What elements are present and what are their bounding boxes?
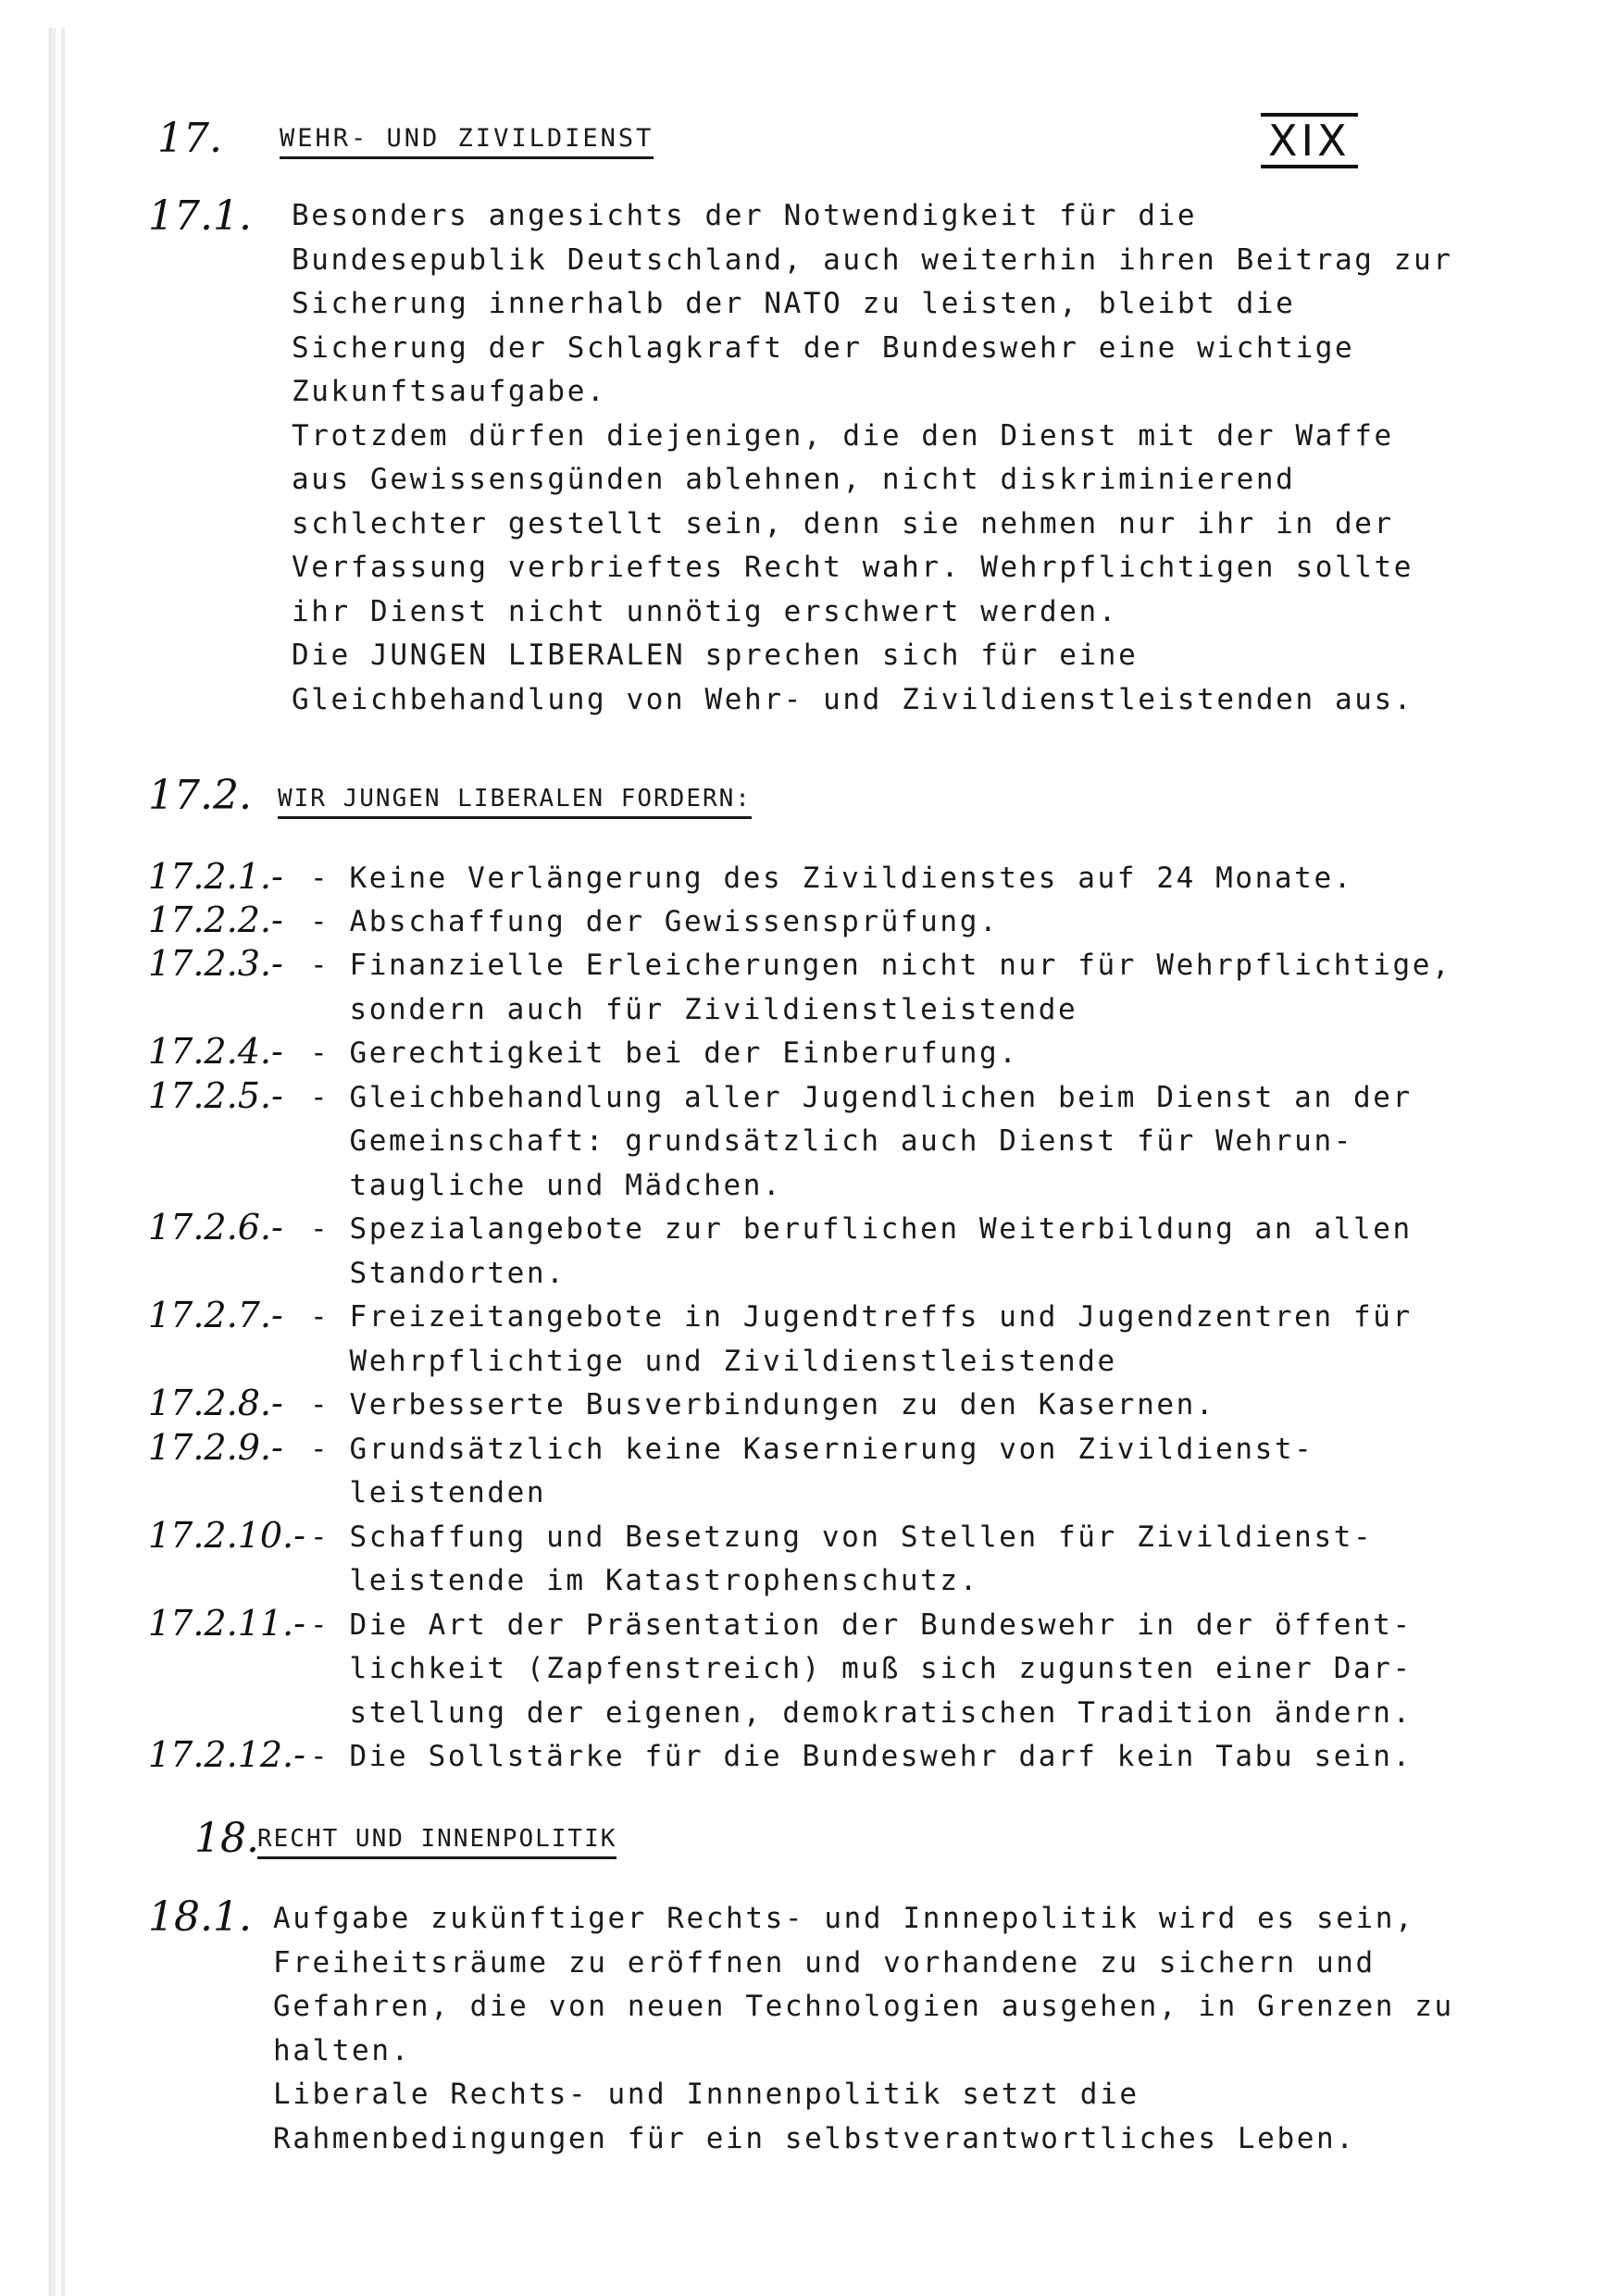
list-item-line: - Finanzielle Erleicherungen nicht nur für Wehrpflichtige, — [310, 949, 1452, 982]
text-line: schlechter gestellt sein, denn sie nehmen nur ihr in der — [292, 507, 1394, 540]
section-17-number: 17. — [157, 115, 222, 162]
list-item-line: Standorten. — [310, 1257, 567, 1290]
list-item-line: - Die Sollstärke für die Bundeswehr darf kein Tabu sein. — [310, 1740, 1413, 1773]
binding-shadow-line — [61, 28, 65, 2296]
text-line: Besonders angesichts der Notwendigkeit für die — [292, 199, 1198, 232]
list-item-line: - Freizeitangebote in Jugendtreffs und Jugendzentren für — [310, 1300, 1413, 1334]
item-number: 17.2.8.- — [148, 1383, 283, 1423]
item-number: 17.2.12.- — [148, 1734, 305, 1775]
text-line: aus Gewissensgünden ablehnen, nicht diskriminierend — [292, 463, 1296, 496]
list-item-line: - Abschaffung der Gewissensprüfung. — [310, 905, 1000, 938]
list-item-line: stellung der eigenen, demokratischen Tradition ändern. — [310, 1696, 1413, 1730]
item-number: 17.2.4.- — [148, 1031, 283, 1072]
paragraph-17-2-title: WIR JUNGEN LIBERALEN FORDERN: — [278, 787, 752, 819]
text-line: Verfassung verbrieftes Recht wahr. Wehrpflichtigen sollte — [292, 551, 1414, 584]
paragraph-17-2-number: 17.2. — [148, 772, 252, 819]
item-number: 17.2.10.- — [148, 1515, 305, 1556]
item-number: 17.2.11.- — [148, 1603, 305, 1644]
item-number: 17.2.6.- — [148, 1207, 283, 1247]
text-line: Die JUNGEN LIBERALEN sprechen sich für eine — [292, 639, 1139, 672]
paragraph-18-1-number: 18.1. — [148, 1893, 252, 1941]
text-line: Liberale Rechts- und Innnenpolitik setzt die — [273, 2078, 1140, 2111]
list-item-line: Gemeinschaft: grundsätzlich auch Dienst für Wehrun- — [310, 1124, 1353, 1158]
text-line: Freiheitsräume zu eröffnen und vorhandene zu sichern und — [273, 1946, 1376, 1980]
item-number: 17.2.5.- — [148, 1075, 283, 1116]
text-line: Bundesepublik Deutschland, auch weiterhin ihren Beitrag zur — [292, 243, 1453, 277]
item-number: 17.2.9.- — [148, 1427, 283, 1468]
list-item-line: taugliche und Mädchen. — [310, 1169, 783, 1202]
item-number: 17.2.2.- — [148, 900, 283, 940]
section-17-title: WEHR- UND ZIVILDIENST — [280, 126, 654, 159]
text-line: Zukunftsaufgabe. — [292, 375, 607, 408]
list-item-line: - Spezialangebote zur beruflichen Weiterbildung an allen — [310, 1212, 1413, 1246]
list-item-line: lichkeit (Zapfenstreich) muß sich zugunsten einer Dar- — [310, 1652, 1413, 1685]
list-item-line: sondern auch für Zivildienstleistende — [310, 993, 1078, 1026]
text-line: ihr Dienst nicht unnötig erschwert werden. — [292, 595, 1119, 628]
list-item-line: - Grundsätzlich keine Kasernierung von Zivildienst- — [310, 1433, 1314, 1466]
text-line: Rahmenbedingungen für ein selbstverantwortliches Leben. — [273, 2122, 1356, 2155]
list-item-line: leistende im Katastrophenschutz. — [310, 1564, 979, 1597]
item-number: 17.2.7.- — [148, 1295, 283, 1335]
page-marker-xix: XIX — [1261, 113, 1358, 168]
section-18-title: RECHT UND INNENPOLITIK — [257, 1827, 616, 1859]
list-item-line: - Schaffung und Besetzung von Stellen für Zivildienst- — [310, 1520, 1374, 1554]
section-18-number: 18. — [194, 1815, 259, 1862]
item-number: 17.2.3.- — [148, 943, 283, 984]
binding-shadow — [48, 28, 56, 2296]
list-item-line: Wehrpflichtige und Zivildienstleistende — [310, 1345, 1117, 1378]
list-item-line: - Gerechtigkeit bei der Einberufung. — [310, 1036, 1019, 1070]
paragraph-17-1-number: 17.1. — [148, 192, 252, 240]
text-line: Gefahren, die von neuen Technologien ausgehen, in Grenzen zu — [273, 1990, 1454, 2023]
list-item-line: - Verbesserte Busverbindungen zu den Kasernen. — [310, 1388, 1216, 1421]
text-line: Gleichbehandlung von Wehr- und Zivildienstleistenden aus. — [292, 683, 1414, 716]
text-line: Sicherung der Schlagkraft der Bundeswehr eine wichtige — [292, 331, 1355, 365]
text-line: Aufgabe zukünftiger Rechts- und Innnepolitik wird es sein, — [273, 1902, 1415, 1935]
text-line: halten. — [273, 2034, 411, 2067]
list-item-line: - Gleichbehandlung aller Jugendlichen beim Dienst an der — [310, 1081, 1413, 1114]
list-item-line: - Die Art der Präsentation der Bundeswehr in der öffent- — [310, 1608, 1413, 1642]
text-line: Sicherung innerhalb der NATO zu leisten, bleibt die — [292, 287, 1296, 320]
text-line: Trotzdem dürfen diejenigen, die den Dienst mit der Waffe — [292, 419, 1394, 453]
item-number: 17.2.1.- — [148, 856, 283, 897]
list-item-line: - Keine Verlängerung des Zivildienstes auf 24 Monate. — [310, 862, 1353, 895]
list-item-line: leistenden — [310, 1476, 547, 1509]
